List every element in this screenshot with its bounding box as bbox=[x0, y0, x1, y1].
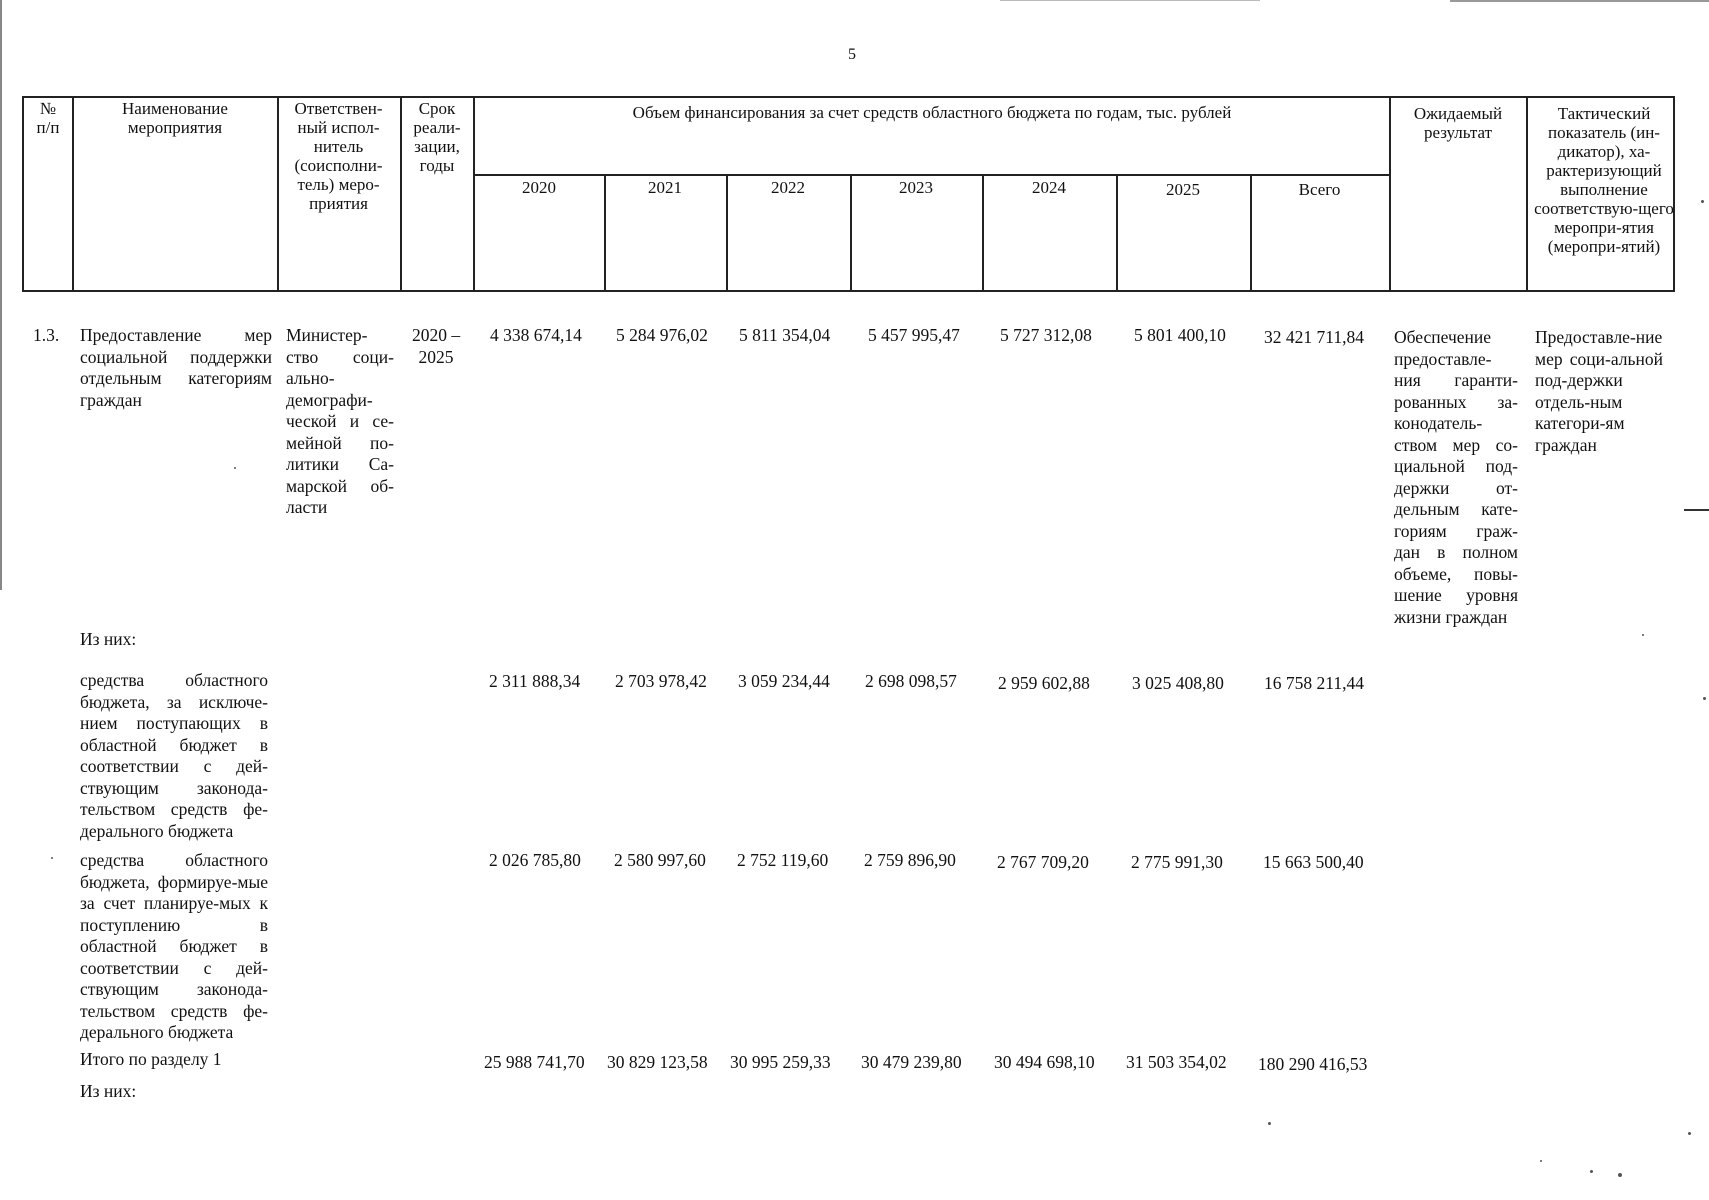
sub-row-2-value-2022: 2 752 119,60 bbox=[737, 850, 829, 870]
row-value-total: 32 421 711,84 bbox=[1264, 327, 1364, 347]
header-financing: Объем финансирования за счет средств областного бюджета по годам, тыс. рублей bbox=[632, 103, 1232, 122]
total-value-2020: 25 988 741,70 bbox=[484, 1052, 585, 1072]
sub-row-1-value-2023: 2 698 098,57 bbox=[865, 671, 957, 691]
header-year-2021: 2021 bbox=[648, 178, 682, 197]
header-executor: Ответствен-ный испол-нитель (соисполни-тель) меро-приятия bbox=[294, 99, 383, 213]
row-value-2021: 5 284 976,02 bbox=[616, 325, 708, 345]
sub-row-2-name: средства областного бюджета, формируе-мые за счет планируе-мых к поступлению в областной бюджет в соответствии с дей-ствующим законода-тельством средств фе-дерального бюджета bbox=[80, 850, 268, 1042]
sub-row-2-value-2024: 2 767 709,20 bbox=[997, 852, 1089, 872]
sub-row-2-value-total: 15 663 500,40 bbox=[1263, 852, 1364, 872]
total-row-name: Итого по разделу 1 bbox=[80, 1049, 222, 1069]
sub-row-2-value-2021: 2 580 997,60 bbox=[614, 850, 706, 870]
sub-row-1-value-total: 16 758 211,44 bbox=[1264, 673, 1364, 693]
of-which-label: Из них: bbox=[80, 629, 137, 649]
sub-row-2-value-2023: 2 759 896,90 bbox=[864, 850, 956, 870]
sub-row-1-value-2025: 3 025 408,80 bbox=[1132, 673, 1224, 693]
sub-row-2-value-2020: 2 026 785,80 bbox=[489, 850, 581, 870]
total-value-2024: 30 494 698,10 bbox=[994, 1052, 1095, 1072]
row-indicator: Предоставле-ние мер соци-альной под-держки отдель-ным категори-ям граждан bbox=[1535, 327, 1663, 455]
sub-row-1-value-2021: 2 703 978,42 bbox=[615, 671, 707, 691]
header-name: Наименование мероприятия bbox=[122, 99, 228, 137]
header-year-2020: 2020 bbox=[522, 178, 556, 197]
row-result: Обеспечение предоставле-ния гаранти-рованных за-конодатель-ством мер со-циальной под-держки от-дельным кате-гориям граж-дан в полном объеме, повы-шение уровня жизни граждан bbox=[1394, 327, 1518, 627]
row-number: 1.3. bbox=[33, 325, 60, 345]
page-number: 5 bbox=[848, 46, 856, 63]
header-year-2025: 2025 bbox=[1166, 180, 1200, 199]
row-period: 2020 – 2025 bbox=[411, 325, 461, 367]
row-value-2025: 5 801 400,10 bbox=[1134, 325, 1226, 345]
sub-row-1-value-2022: 3 059 234,44 bbox=[738, 671, 830, 691]
row-value-2020: 4 338 674,14 bbox=[490, 325, 582, 345]
row-name: Предоставление мер социальной поддержки отдельным категориям граждан bbox=[80, 325, 272, 410]
header-year-2022: 2022 bbox=[771, 178, 805, 197]
sub-row-1-value-2020: 2 311 888,34 bbox=[489, 671, 581, 691]
sub-row-2-value-2025: 2 775 991,30 bbox=[1131, 852, 1223, 872]
header-period: Срок реали-зации, годы bbox=[413, 99, 461, 175]
sub-row-1-name: средства областного бюджета, за исключе-нием поступающих в областной бюджет в соответствии с дей-ствующим законода-тельством средств фе-дерального бюджета bbox=[80, 670, 268, 841]
header-result: Ожидаемый результат bbox=[1413, 104, 1503, 142]
sub-row-1-value-2024: 2 959 602,88 bbox=[998, 673, 1090, 693]
total-value-2021: 30 829 123,58 bbox=[607, 1052, 708, 1072]
header-total: Всего bbox=[1298, 180, 1341, 199]
total-value-2022: 30 995 259,33 bbox=[730, 1052, 831, 1072]
total-value-total: 180 290 416,53 bbox=[1258, 1054, 1368, 1074]
header-year-2023: 2023 bbox=[899, 178, 933, 197]
total-value-2023: 30 479 239,80 bbox=[861, 1052, 962, 1072]
row-value-2024: 5 727 312,08 bbox=[1000, 325, 1092, 345]
header-num: № п/п bbox=[36, 99, 60, 137]
row-value-2022: 5 811 354,04 bbox=[739, 325, 831, 345]
of-which-label-2: Из них: bbox=[80, 1081, 137, 1101]
header-year-2024: 2024 bbox=[1032, 178, 1066, 197]
row-value-2023: 5 457 995,47 bbox=[868, 325, 960, 345]
header-indicator: Тактический показатель (ин-дикатор), ха-рактеризующий выполнение соответствую-щего меропри-ятия (меропри-ятий) bbox=[1534, 104, 1674, 256]
row-executor: Министер-ство соци-ально-демографи-ческой и се-мейной по-литики Са-марской об-ласти bbox=[286, 325, 394, 517]
total-value-2025: 31 503 354,02 bbox=[1126, 1052, 1227, 1072]
